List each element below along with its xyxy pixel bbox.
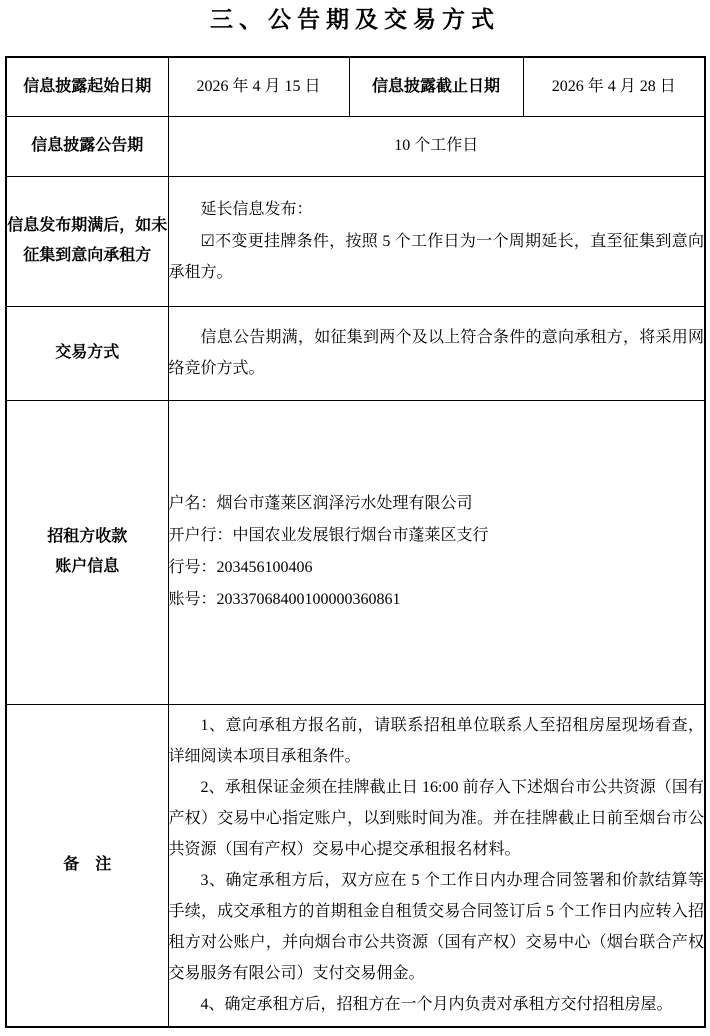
account-name: 户名：烟台市蓬莱区润泽污水处理有限公司: [168, 495, 473, 512]
remark-item-1: 1、意向承租方报名前，请联系招租单位联系人至招租房屋现场看查，详细阅读本项目承租条件。: [168, 717, 704, 766]
remark-item-2: 2、承租保证金须在挂牌截止日 16:00 前存入下述烟台市公共资源（国有产权）交易中心指定账户，以到账时间为准。并在挂牌截止日前至烟台市公共资源（国有产权）交易中心提交承租报名材料。: [168, 779, 704, 859]
remark-item-3: 3、确定承租方后，双方应在 5 个工作日内办理合同签署和价款结算等手续，成交承租方的首期租金自租赁交易合同签订后 5 个工作日内应转入招租方对公账户，并向烟台市公共资源（国有产权）交易中心（烟台联合产权交易服务有限公司）支付交易佣金。: [168, 872, 704, 983]
payee-account-content: [168, 400, 705, 704]
bank-code: 行号：203456100406: [168, 559, 313, 576]
start-date-label: 信息披露起始日期: [6, 57, 168, 116]
extension-label: 信息发布期满后，如未征集到意向承租方: [6, 176, 168, 306]
transaction-method-text: 信息公告期满，如征集到两个及以上符合条件的意向承租方，将采用网络竞价方式。: [168, 329, 704, 377]
table-row-payee-account: [6, 400, 705, 704]
bank-name: 开户行：中国农业发展银行烟台市蓬莱区支行: [168, 527, 489, 544]
extension-option: [169, 225, 705, 288]
payee-account-label-line2: 账户信息: [55, 558, 120, 575]
remarks-content: [168, 704, 705, 1027]
remarks-label: 备 注: [6, 704, 168, 1027]
table-row-transaction-method: [6, 306, 705, 400]
table-row-remarks: [6, 704, 705, 1027]
extension-intro: 延长信息发布：: [200, 201, 313, 218]
page-title: 三、公告期及交易方式: [210, 7, 500, 32]
payee-account-label: [6, 400, 168, 704]
extension-content: [168, 176, 705, 306]
table-row-announcement-period: [6, 116, 705, 176]
table-row-disclosure-dates: [6, 57, 705, 116]
remark-item-4: 4、确定承租方后，招租方在一个月内负责对承租方交付招租房屋。: [200, 996, 673, 1014]
transaction-method-label: 交易方式: [6, 306, 168, 400]
account-number: 账号：20337068400100000360861: [168, 591, 401, 608]
start-date-value: 2026 年 4 月 15 日: [168, 57, 349, 116]
announcement-period-label: 信息披露公告期: [6, 116, 168, 176]
announcement-period-value: 10 个工作日: [168, 116, 705, 176]
announcement-table: [5, 56, 706, 1028]
table-row-extension: [6, 176, 705, 306]
end-date-value: 2026 年 4 月 28 日: [523, 57, 705, 116]
payee-account-label-line1: 招租方收款: [47, 528, 128, 545]
end-date-label: 信息披露截止日期: [349, 57, 523, 116]
extension-option-text: 不变更挂牌条件，按照 5 个工作日为一个周期延长，直至征集到意向承租方。: [168, 233, 704, 281]
transaction-method-content: [168, 306, 705, 400]
checked-checkbox-icon: ☑: [200, 231, 215, 250]
